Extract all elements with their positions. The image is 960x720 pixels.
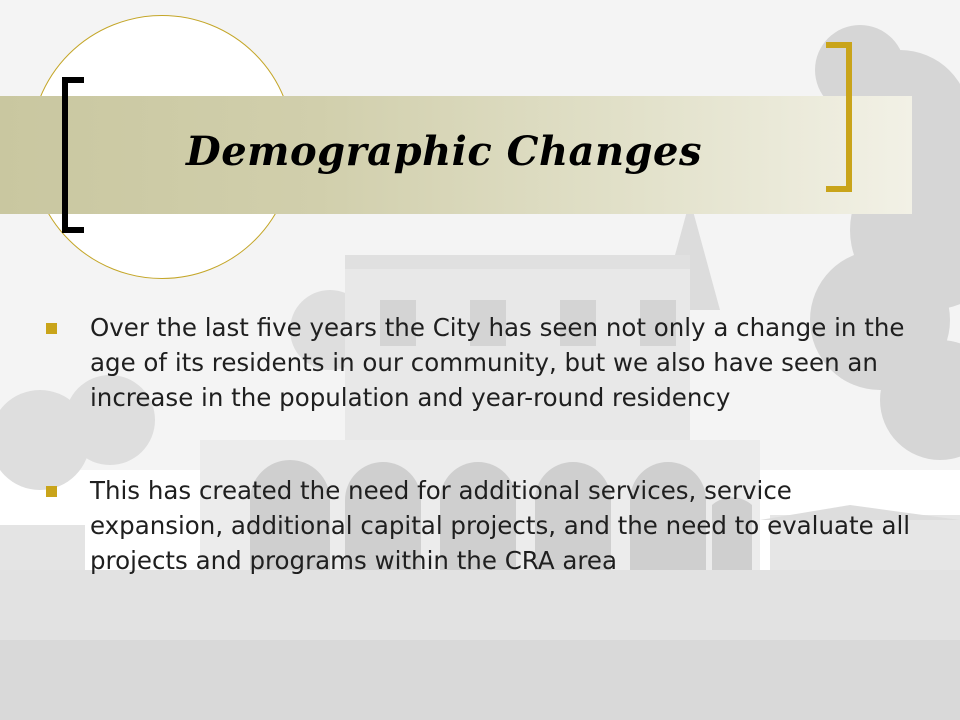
bullet-text: Over the last five years the City has seen not only a change in the age of its residents in our community, but we also have seen an increase in the population and year-round residency bbox=[90, 313, 905, 412]
bullet-list bbox=[42, 310, 912, 636]
bullet-text: This has created the need for additional services, service expansion, additional capital projects, and the need to evaluate all projects and programs within the CRA area bbox=[90, 476, 911, 575]
right-bracket-decoration bbox=[826, 42, 852, 192]
square-bullet-icon bbox=[46, 323, 57, 334]
bullet-item bbox=[42, 310, 912, 415]
left-bracket-decoration bbox=[62, 77, 84, 233]
bullet-item bbox=[42, 473, 912, 578]
square-bullet-icon bbox=[46, 486, 57, 497]
slide-title: Demographic Changes bbox=[186, 128, 702, 175]
